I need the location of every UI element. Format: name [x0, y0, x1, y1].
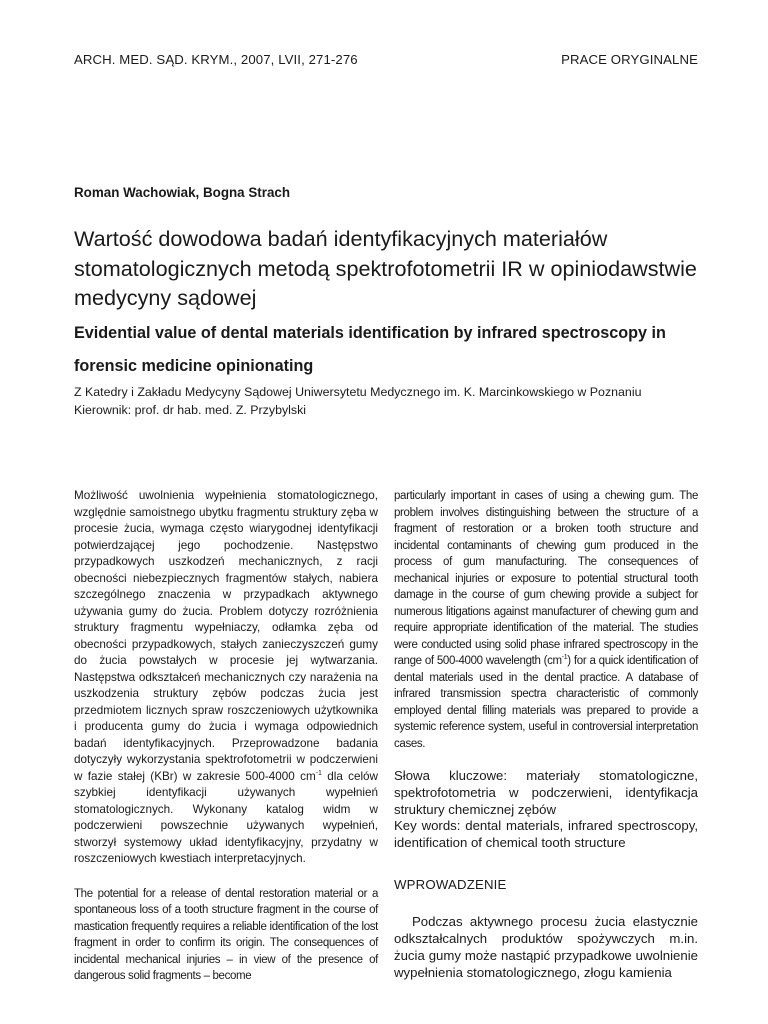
title-polish: Wartość dowodowa badań identyfikacyjnych materiałów stomatologicznych metodą spektrofotometrii IR w opiniodawstwie medycyny sądowej [74, 226, 697, 310]
abstract-polish-text-2: dla celów szybkiej identyfikacji używanych wypełnień stomatologicznych. Wykonany katalog widm w podczerwieni powszechnie używanych wypełnień, stworzył systemowy układ identyfikacyjny, przydatny w roszczeniowych kwestiach interpretacyjnych. [74, 769, 378, 865]
keywords-polish: Słowa kluczowe: materiały stomatologiczne, spektrofotometria w podczerwieni, identyfikacja struktury chemicznej zębów [394, 768, 698, 817]
author-list: Roman Wachowiak, Bogna Strach [74, 185, 291, 200]
abstract-polish [74, 488, 378, 868]
abstract-english-text-1: particularly important in cases of using a chewing gum. The problem involves distinguishing between the structure of a fragment of restoration or a broken tooth structure and incidental contaminants of chewing gum produced in the process of gum manufacturing. The consequences of mechanical injuries or exposure to potential structural tooth damage in the course of gum chewing provide a subject for numerous litigations against manufacturer of chewing gum and require appropriate identification of the material. The studies were conducted using solid phase infrared spectroscopy in the range of 500-4000 wavelength (cm [394, 490, 698, 667]
abstract-polish-superscript: -1 [315, 769, 322, 777]
keywords-block [394, 768, 698, 852]
left-column [74, 488, 378, 985]
journal-citation: ARCH. MED. SĄD. KRYM., 2007, LVII, 271-276 [74, 52, 358, 67]
title-english: Evidential value of dental materials identification by infrared spectroscopy in forensic medicine opinionating [74, 324, 666, 375]
abstract-english-part1: The potential for a release of dental restoration material or a spontaneous loss of a tooth structure fragment in the course of mastication frequently requires a reliable identification of the lost fragment in order to confirm its origin. The consequences of incidental mechanical injuries – in view of the presence of dangerous solid fragments – become [74, 887, 378, 982]
abstract-english-superscript: -1 [561, 654, 568, 662]
right-column [394, 488, 698, 994]
abstract-polish-text-1: Możliwość uwolnienia wypełnienia stomatologicznego, względnie samoistnego ubytku fragmentu struktury zęba w procesie żucia, wymaga często wiarygodnej identyfikacji potwierdzającej jego pochodzenie. Następstwo przypadkowych uszkodzeń mechanicznych, z racji obecności niebezpiecznych fragmentów stałych, nabiera szczególnego znaczenia w przypadkach aktywnego używania gumy do żucia. Problem dotyczy rozróżnienia struktury fragmentu wypełniaczy, odłamka zęba od obecności przypadkowych, stałych zanieczyszczeń gumy do żucia powstałych w procesie jej wytwarzania. Następstwa odkształceń mechanicznych czy narażenia na uszkodzenia struktury zębów podczas żucia jest przedmiotem licznych spraw roszczeniowych użytkownika i producenta gumy do żucia i wymaga odpowiednich badań identyfikacyjnych. Przeprowadzone badania dotyczyły wykorzystania spektrofotometrii w podczerwieni w fazie stałej (KBr) w zakresie 500-4000 cm [74, 489, 378, 783]
section-heading-introduction: WPROWADZENIE [394, 876, 507, 892]
introduction-paragraph: Podczas aktywnego procesu żucia elastycznie odkształcalnych produktów spożywczych m.in. żucia gumy może nastąpić przypadkowe uwolnienie wypełnienia stomatologicznego, złogu kamienia [394, 913, 698, 980]
article-category: PRACE ORYGINALNE [561, 52, 698, 67]
affiliation-department: Z Katedry i Zakładu Medycyny Sądowej Uniwersytetu Medycznego im. K. Marcinkowskiego w Poznaniu [74, 385, 642, 399]
affiliation-head: Kierownik: prof. dr hab. med. Z. Przybylski [74, 402, 307, 417]
abstract-english-text-2: ) for a quick identification of dental materials used in the dental practice. A database of infrared transmission spectra characteristic of commonly employed dental filling materials was prepared to provide a systemic reference system, useful in controversial interpretation cases. [394, 655, 698, 750]
keywords-english: Key words: dental materials, infrared spectroscopy, identification of chemical tooth structure [394, 818, 698, 851]
affiliation [74, 384, 714, 419]
running-head [74, 52, 698, 72]
abstract-english-part2 [394, 488, 698, 752]
